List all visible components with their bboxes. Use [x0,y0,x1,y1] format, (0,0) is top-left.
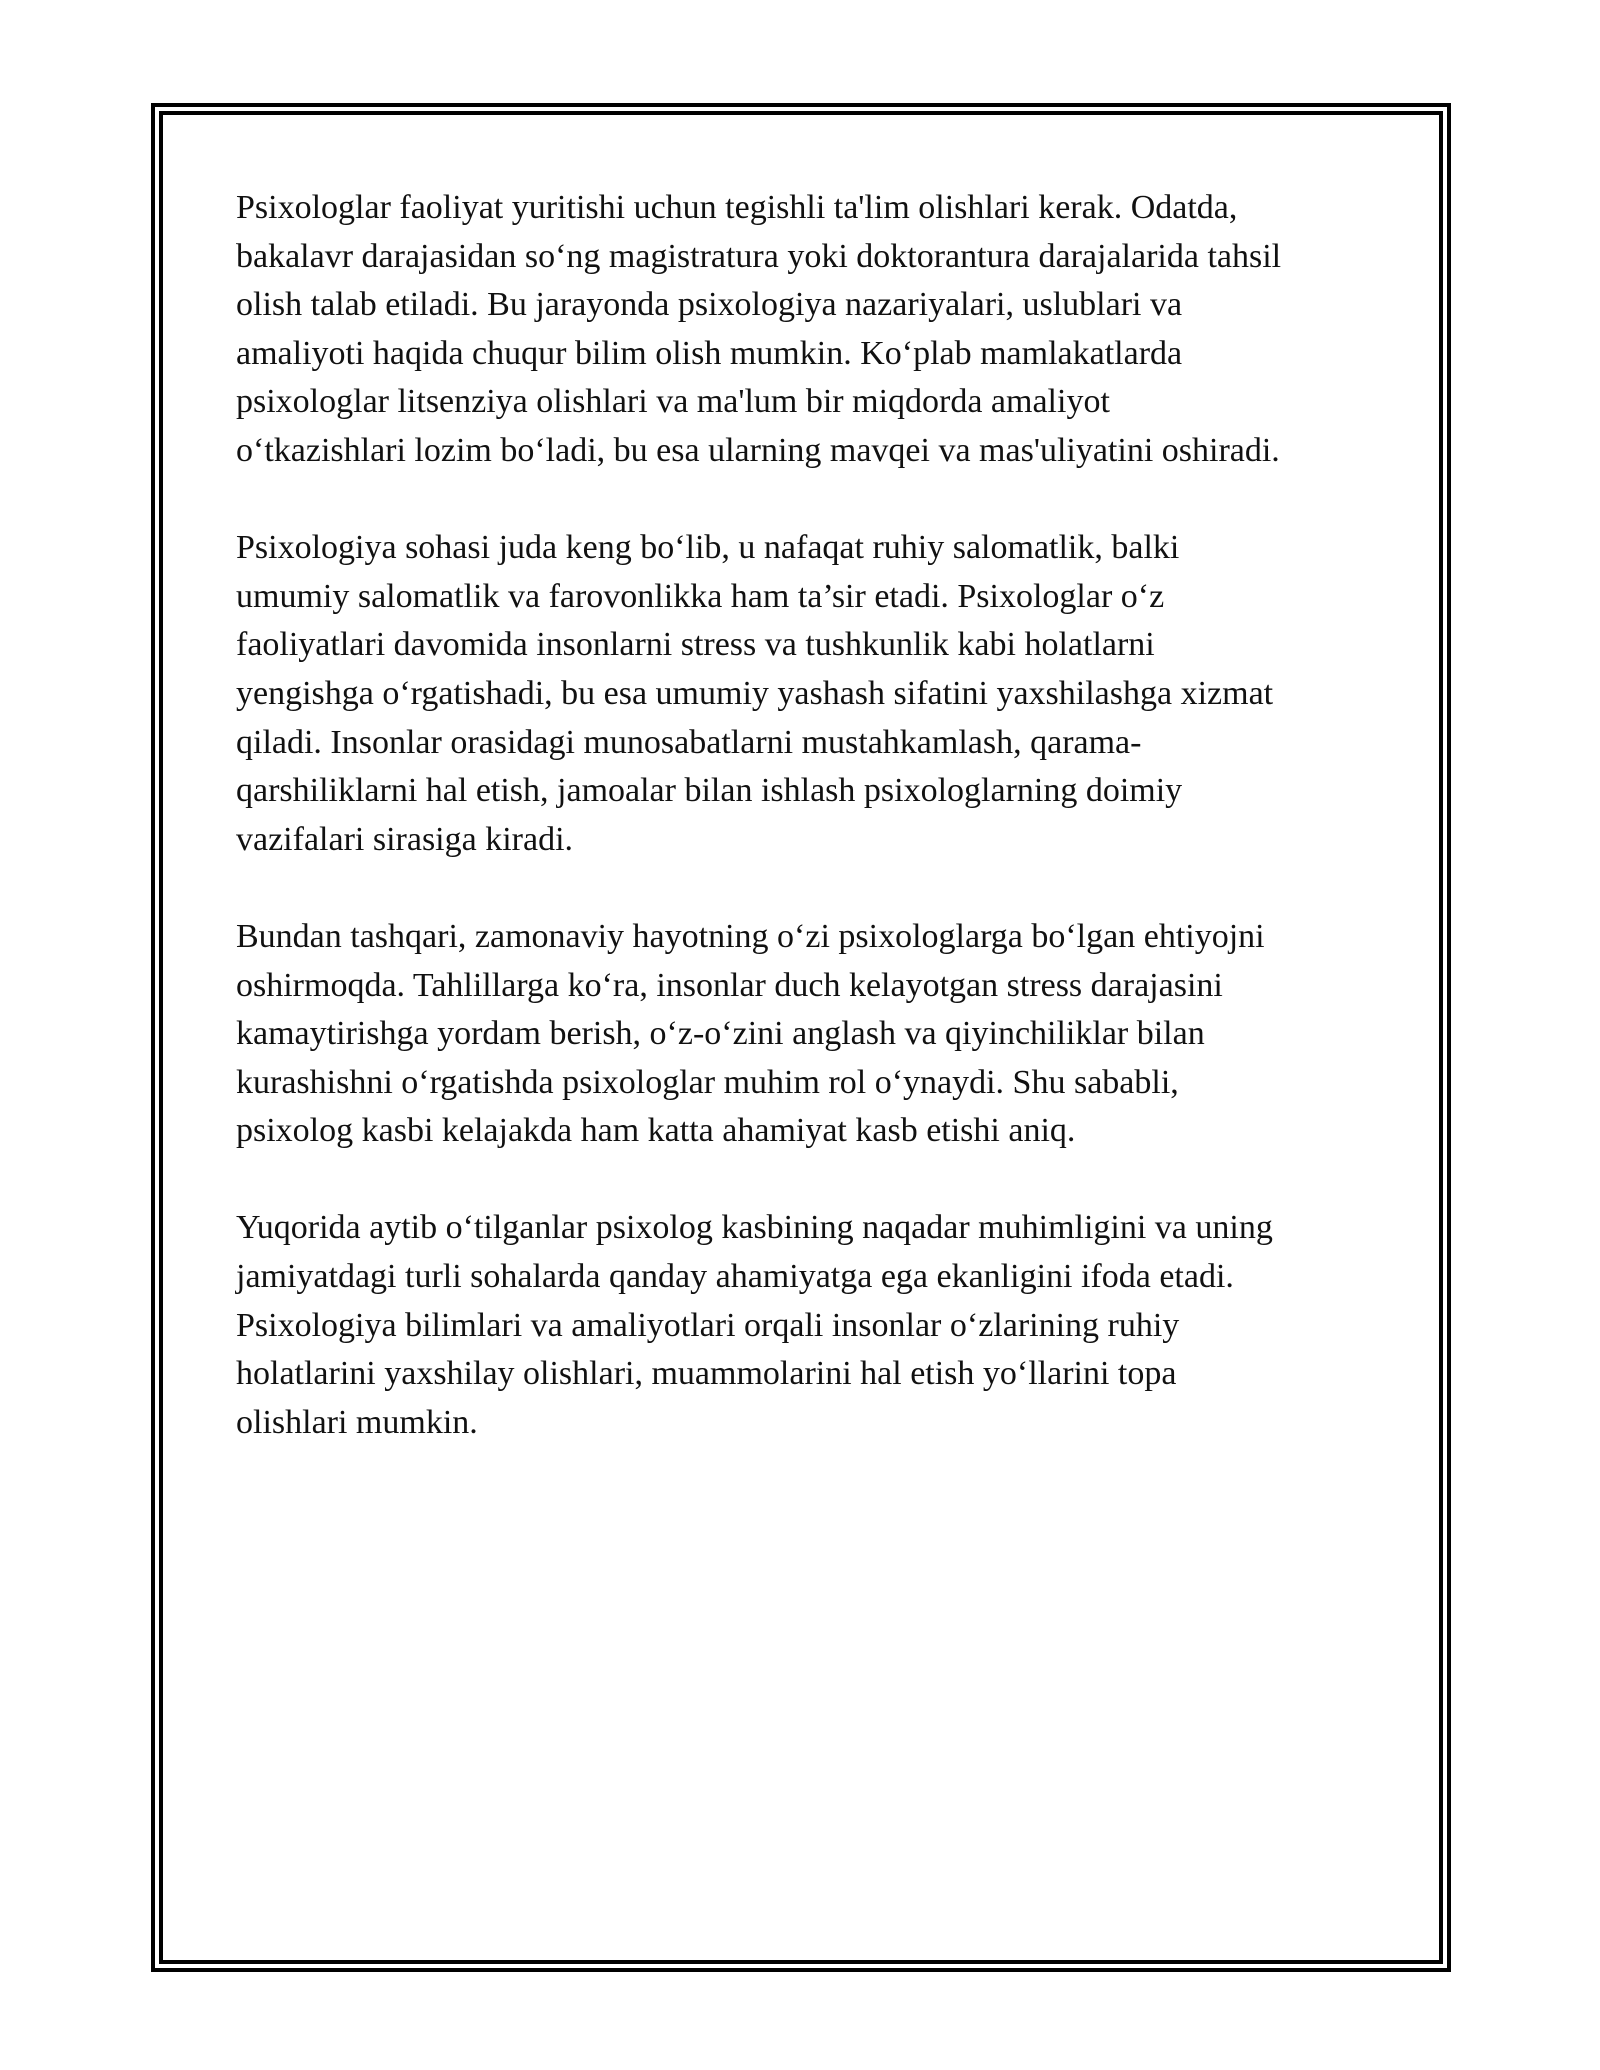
paragraph-3 [236,913,1376,1156]
text-line: amaliyoti haqida chuqur bilim olish mumkin. Ko‘plab mamlakatlarda [236,334,1183,372]
text-line: psixologlar litsenziya olishlari va ma'lum bir miqdorda amaliyot [236,383,1110,421]
text-line: jamiyatdagi turli sohalarda qanday ahamiyatga ega ekanligini ifoda etadi. [236,1258,1234,1296]
text-line: oshirmoqda. Tahlillarga ko‘ra, insonlar duch kelayotgan stress darajasini [236,966,1223,1004]
paragraph-1 [236,184,1376,476]
text-line: vazifalari sirasiga kiradi. [236,820,574,858]
text-line: olish talab etiladi. Bu jarayonda psixologiya nazariyalari, uslublari va [236,286,1183,324]
text-line: faoliyatlari davomida insonlarni stress va tushkunlik kabi holatlarni [236,626,1155,664]
text-line: o‘tkazishlari lozim bo‘ladi, bu esa ularning mavqei va mas'uliyatini oshiradi. [236,431,1280,469]
text-line: qiladi. Insonlar orasidagi munosabatlarni mustahkamlash, qarama- [236,723,1142,761]
text-line: bakalavr darajasidan so‘ng magistratura yoki doktorantura darajalarida tahsil [236,237,1282,275]
text-line: Psixologlar faoliyat yuritishi uchun tegishli ta'lim olishlari kerak. Odatda, [236,189,1238,226]
paragraph-2 [236,524,1376,864]
document-body [236,184,1376,1496]
text-line: Psixologiya sohasi juda keng bo‘lib, u nafaqat ruhiy salomatlik, balki [236,529,1180,567]
text-line: qarshiliklarni hal etish, jamoalar bilan ishlash psixologlarning doimiy [236,772,1183,810]
text-line: holatlarini yaxshilay olishlari, muammolarini hal etish yo‘llarini topa [236,1355,1177,1393]
text-line: Yuqorida aytib o‘tilganlar psixolog kasbining naqadar muhimligini va uning [236,1209,1273,1247]
paragraph-4 [236,1204,1376,1447]
text-line: kurashishni o‘rgatishda psixologlar muhim rol o‘ynaydi. Shu sababli, [236,1063,1179,1101]
text-line: psixolog kasbi kelajakda ham katta ahamiyat kasb etishi aniq. [236,1112,1076,1150]
text-line: olishlari mumkin. [236,1403,478,1441]
text-line: kamaytirishga yordam berish, o‘z-o‘zini anglash va qiyinchiliklar bilan [236,1015,1205,1053]
text-line: Bundan tashqari, zamonaviy hayotning o‘zi psixologlarga bo‘lgan ehtiyojni [236,917,1265,955]
text-line: Psixologiya bilimlari va amaliyotlari orqali insonlar o‘zlarining ruhiy [236,1306,1180,1344]
text-line: yengishga o‘rgatishadi, bu esa umumiy yashash sifatini yaxshilashga xizmat [236,674,1274,712]
text-line: umumiy salomatlik va farovonlikka ham ta’sir etadi. Psixologlar o‘z [236,577,1165,615]
